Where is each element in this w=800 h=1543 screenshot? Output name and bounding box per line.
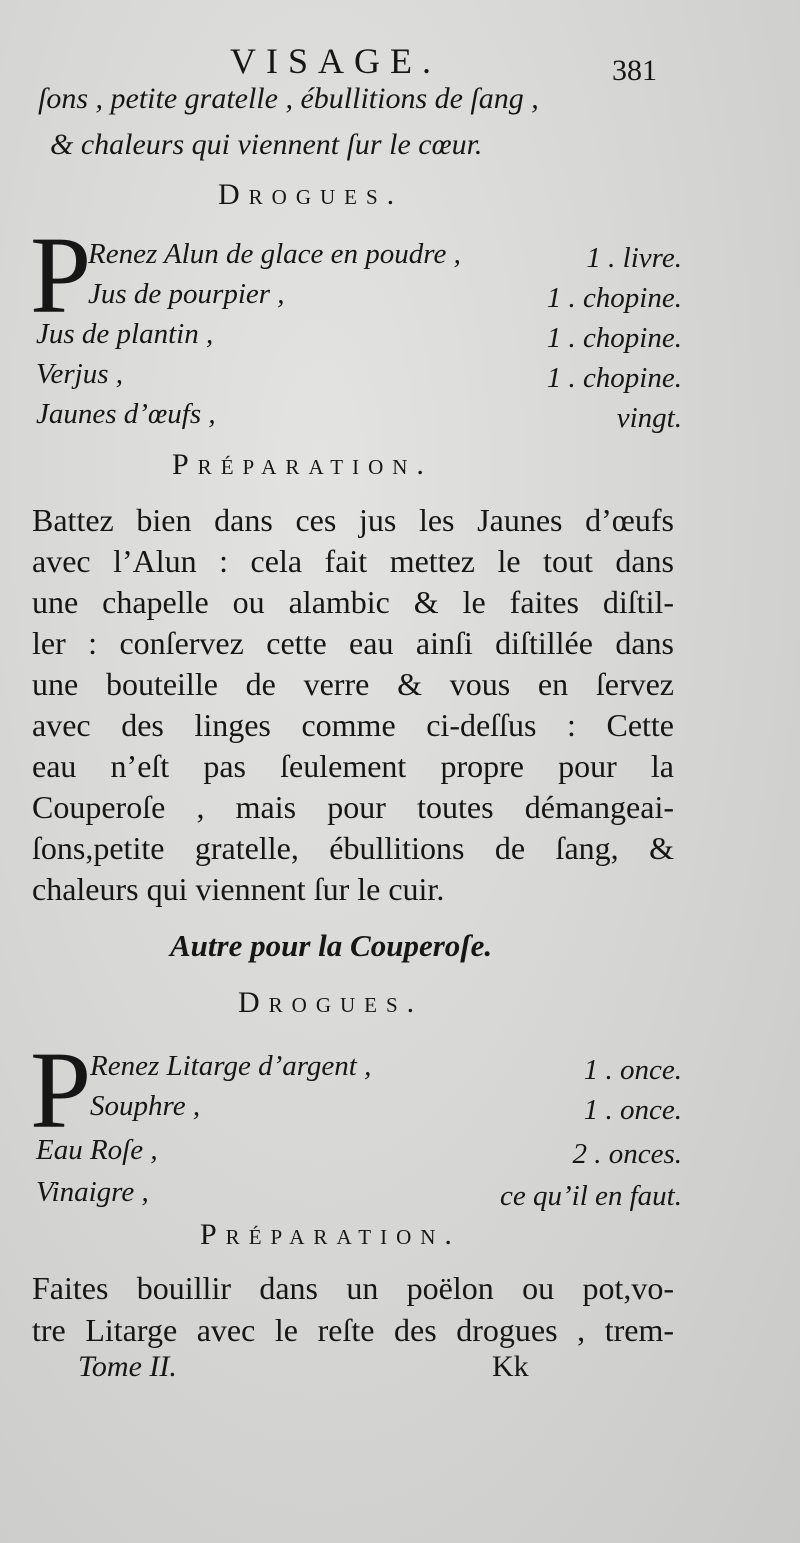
text-line: tre Litarge avec le reſte des drogues , trem- [32,1312,674,1348]
ingredient-quantity: 1 . chopine. [546,362,682,394]
ingredient-name: Jus de plantin , [36,318,214,350]
text-line: une chapelle ou alambic & le faites diſtil- [32,584,674,620]
text-line: avec l’Alun : cela fait mettez le tout dans [32,543,674,579]
preparation-heading: Préparation. [200,1218,461,1251]
ingredient-name: Jus de pourpier , [88,278,285,310]
text-line: chaleurs qui viennent ſur le cuir. [32,871,445,907]
text-line: Faites bouillir dans un poëlon ou pot,vo- [32,1270,674,1306]
text-line: Couperoſe , mais pour toutes démangeai- [32,789,674,825]
ingredient-quantity: vingt. [616,402,682,434]
ingredient-name: Renez Alun de glace en poudre , [88,238,461,270]
ingredient-quantity: 1 . chopine. [546,282,682,314]
ingredient-quantity: 1 . once. [583,1094,682,1126]
ingredient-name: Vinaigre , [36,1176,149,1208]
drop-cap: P [30,1029,92,1151]
running-title: VISAGE. [230,41,441,81]
ingredient-quantity: 1 . livre. [586,242,682,274]
footer-tome: Tome II. [78,1350,177,1383]
preparation-heading: Préparation. [172,448,433,481]
ingredient-quantity: ce qu’il en faut. [499,1180,682,1212]
text-line: une bouteille de verre & vous en ſervez [32,666,674,702]
continuation-line: ſons , petite gratelle , ébullitions de ſang , [38,82,539,115]
page-number: 381 [612,54,657,87]
text-line: Battez bien dans ces jus les Jaunes d’œufs [32,502,674,538]
ingredient-name: Souphre , [90,1090,201,1122]
ingredient-name: Verjus , [36,358,123,390]
recipe-title: Autre pour la Couperoſe. [170,928,493,963]
continuation-line: & chaleurs qui viennent ſur le cœur. [50,128,483,161]
drugs-heading: Drogues. [218,178,404,211]
footer-signature: Kk [492,1350,529,1383]
ingredient-quantity: 1 . once. [583,1054,682,1086]
ingredient-name: Eau Roſe , [36,1134,158,1166]
ingredient-name: Renez Litarge d’argent , [90,1050,372,1082]
ingredient-quantity: 1 . chopine. [546,322,682,354]
text-line: avec des linges comme ci-deſſus : Cette [32,707,674,743]
text-line: ler : conſervez cette eau ainſi diſtillée dans [32,625,674,661]
drop-cap: P [30,214,92,336]
ingredient-quantity: 2 . onces. [572,1138,682,1170]
text-line: ſons,petite gratelle, ébullitions de ſang, & [32,830,674,866]
ingredient-name: Jaunes d’œufs , [36,398,216,430]
drugs-heading: Drogues. [238,986,424,1019]
text-line: eau n’eſt pas ſeulement propre pour la [32,748,674,784]
